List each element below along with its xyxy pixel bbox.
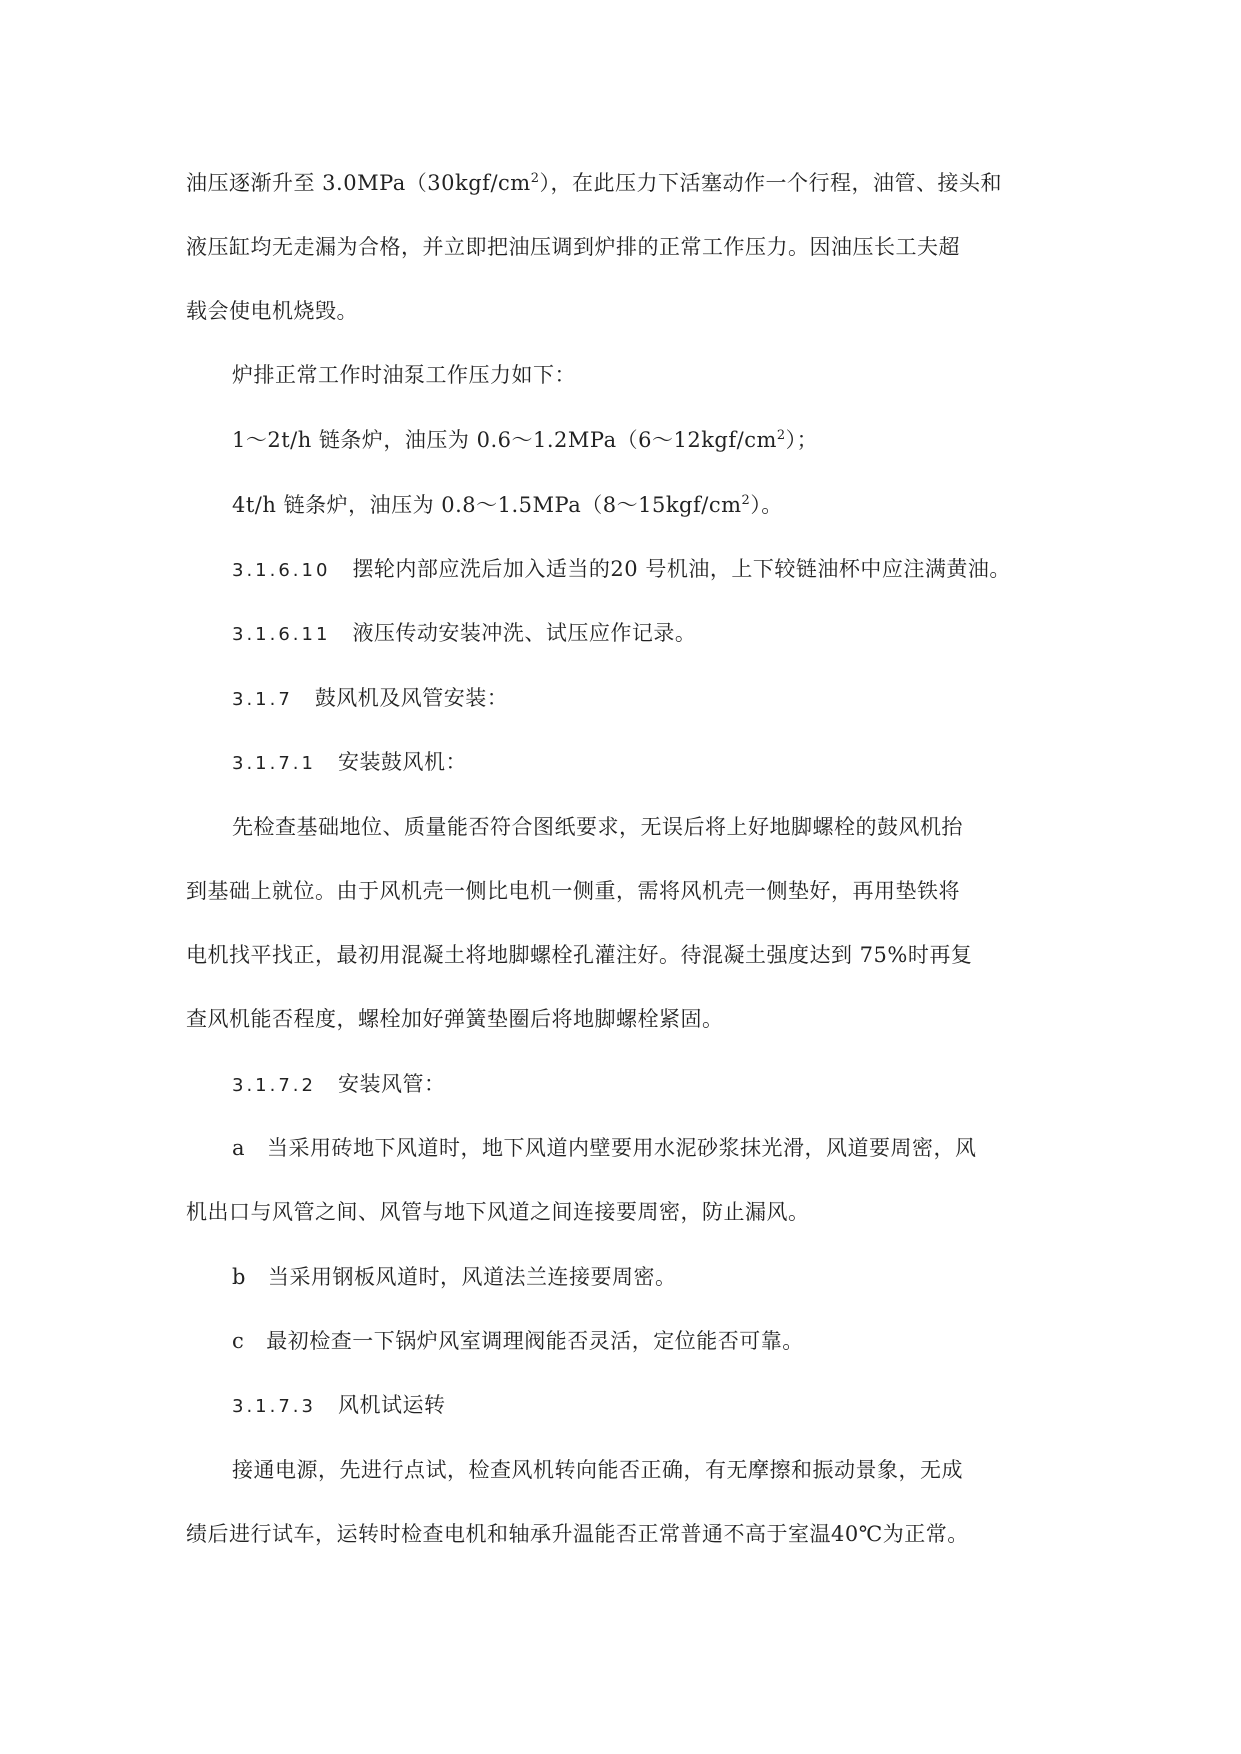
text-segment: 绩后进行试车，运转时检查电机和轴承升温能否正常普通不高于室温40℃为正常。 — [186, 1522, 969, 1546]
text-segment: 液压缸均无走漏为合格，并立即把油压调到炉排的正常工作压力。因油压长工夫超 — [186, 235, 960, 259]
section-heading — [232, 747, 467, 779]
paragraph-line — [186, 1519, 969, 1549]
section-heading — [232, 683, 508, 715]
text-segment: ）； — [785, 428, 819, 452]
section-text: 安装鼓风机： — [337, 750, 467, 774]
text-segment: 1～2t/h 链条炉，油压为 0.6～1.2MPa（6～12kgf/cm — [232, 428, 777, 452]
text-segment: 先检查基础地位、质量能否符合图纸要求，无误后将上好地脚螺栓的鼓风机抬 — [232, 815, 963, 839]
list-item — [232, 1133, 977, 1163]
paragraph-line — [186, 168, 1002, 198]
paragraph-line — [186, 876, 960, 906]
text-segment: 机出口与风管之间、风管与地下风道之间连接要周密，防止漏风。 — [186, 1200, 810, 1224]
text-segment: 接通电源，先进行点试，检查风机转向能否正确，有无摩擦和振动景象，无成 — [232, 1458, 963, 1482]
section-number: 3.1.7.2 — [232, 1075, 316, 1096]
text-segment: 油压逐渐升至 3.0MPa（30kgf/cm — [186, 171, 531, 195]
text-segment: ）。 — [750, 493, 783, 517]
section-line — [232, 554, 1011, 586]
section-heading — [232, 1069, 445, 1101]
list-item — [232, 1326, 804, 1356]
section-number: 3.1.7.3 — [232, 1396, 316, 1417]
paragraph-line — [186, 232, 960, 262]
text-segment: 电机找平找正，最初用混凝土将地脚螺栓孔灌注好。待混凝土强度达到 75%时再复 — [186, 943, 973, 967]
superscript: 2 — [776, 428, 786, 443]
text-segment: 查风机能否程度，螺栓加好弹簧垫圈后将地脚螺栓紧固。 — [186, 1007, 724, 1031]
text-segment: 炉排正常工作时油泵工作压力如下： — [232, 363, 576, 387]
section-text: 摆轮内部应洗后加入适当的20 号机油，上下较链油杯中应注满黄油。 — [352, 557, 1011, 581]
paragraph-line — [232, 1455, 963, 1485]
paragraph-line — [186, 1197, 810, 1227]
section-number: 3.1.7.1 — [232, 753, 316, 774]
paragraph-line — [232, 490, 783, 520]
text-segment: 4t/h 链条炉，油压为 0.8～1.5MPa（8～15kgf/cm — [232, 493, 742, 517]
section-text: 鼓风机及风管安装： — [314, 686, 509, 710]
list-text: 最初检查一下锅炉风室调理阀能否灵活，定位能否可靠。 — [266, 1329, 804, 1353]
paragraph-line — [232, 425, 818, 455]
section-line — [232, 618, 696, 650]
paragraph-line — [186, 1004, 724, 1034]
list-marker: c — [232, 1329, 245, 1353]
section-text: 安装风管： — [337, 1072, 446, 1096]
text-segment: ），在此压力下活塞动作一个行程，油管、接头和 — [539, 171, 1002, 195]
section-number: 3.1.6.11 — [232, 624, 331, 645]
paragraph-line — [186, 940, 972, 970]
list-marker: b — [232, 1265, 246, 1289]
section-number: 3.1.7 — [232, 689, 293, 710]
list-text: 当采用钢板风道时，风道法兰连接要周密。 — [267, 1265, 677, 1289]
section-text: 液压传动安装冲洗、试压应作记录。 — [352, 621, 697, 645]
text-segment: 载会使电机烧毁。 — [186, 299, 358, 323]
section-text: 风机试运转 — [337, 1393, 446, 1417]
list-marker: a — [232, 1136, 246, 1160]
text-segment: 到基础上就位。由于风机壳一侧比电机一侧重，需将风机壳一侧垫好，再用垫铁将 — [186, 879, 960, 903]
section-number: 3.1.6.10 — [232, 560, 331, 581]
superscript: 2 — [741, 493, 751, 508]
list-item — [232, 1262, 676, 1292]
superscript: 2 — [530, 171, 540, 186]
paragraph-line — [186, 296, 358, 326]
section-heading — [232, 1390, 445, 1422]
list-text: 当采用砖地下风道时，地下风道内壁要用水泥砂浆抹光滑，风道要周密，风 — [267, 1136, 977, 1160]
paragraph-line — [232, 360, 576, 390]
paragraph-line — [232, 812, 963, 842]
